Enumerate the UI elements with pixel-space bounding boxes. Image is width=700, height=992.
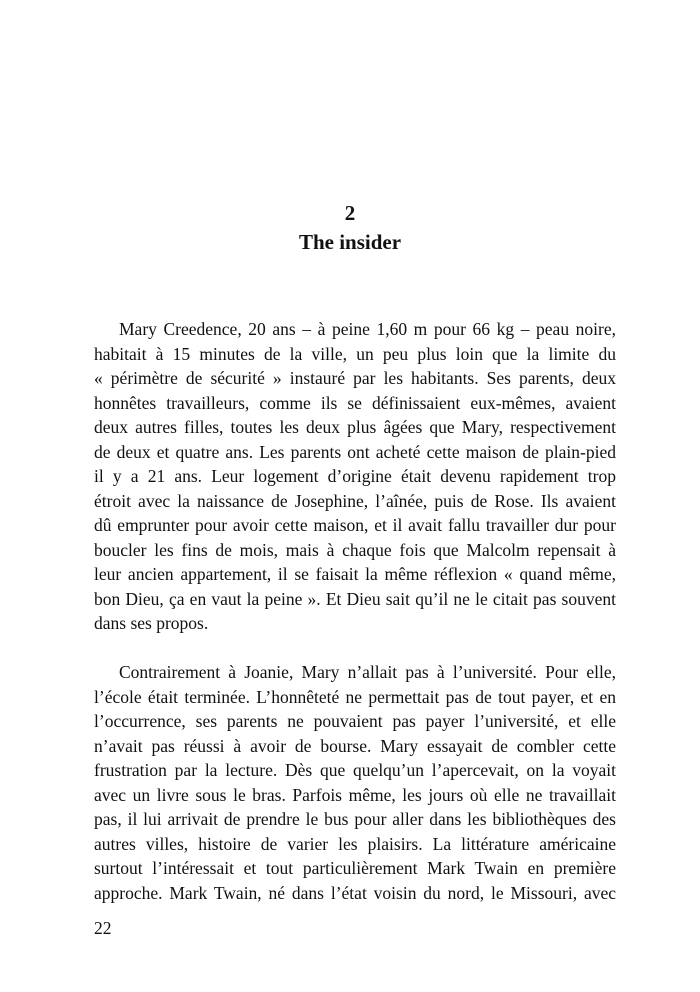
text-line: n’avait pas réussi à avoir de bourse. Mary essayait de combler cette — [94, 735, 616, 756]
text-line: deux autres filles, toutes les deux plus âgées que Mary, respectivement — [94, 417, 616, 437]
text-line: surtout l’intéressait et tout particulièrement Mark Twain en première — [94, 858, 616, 878]
text-line: frustration par la lecture. Dès que quelqu’un l’apercevait, on la voyait — [94, 760, 616, 780]
text-line: boucler les fins de mois, mais à chaque fois que Malcolm repensait à — [94, 539, 616, 560]
paragraph-2 — [94, 660, 616, 905]
text-line: dû emprunter pour avoir cette maison, et il avait fallu travailler dur pour — [94, 515, 616, 535]
text-line: l’occurrence, ses parents ne pouvaient pas payer l’université, et elle — [94, 711, 616, 731]
chapter-number: 2 — [344, 201, 356, 225]
text-line: avec un livre sous le bras. Parfois même, les jours où elle ne travaillait — [94, 784, 616, 805]
text-line: honnêtes travailleurs, comme ils se définissaient eux-mêmes, avaient — [94, 392, 616, 413]
chapter-title: The insider — [298, 230, 402, 254]
text-line: « périmètre de sécurité » instauré par les habitants. Ses parents, deux — [94, 368, 616, 388]
page-number: 22 — [94, 918, 112, 938]
text-line: l’école était terminée. L’honnêteté ne permettait pas de tout payer, et en — [94, 686, 616, 707]
text-line: dans ses propos. — [94, 613, 209, 633]
text-line: de deux et quatre ans. Les parents ont acheté cette maison de plain-pied — [94, 441, 616, 462]
text-line: bon Dieu, ça en vaut la peine ». Et Dieu sait qu’il ne le citait pas souvent — [94, 588, 616, 609]
text-line: leur ancien appartement, il se faisait la même réflexion « quand même, — [94, 564, 616, 584]
text-line: habitait à 15 minutes de la ville, un peu plus loin que la limite du — [94, 343, 616, 364]
text-line: autres villes, histoire de varier les plaisirs. La littérature américaine — [94, 833, 616, 854]
text-line: étroit avec la naissance de Josephine, l’aînée, puis de Rose. Ils avaient — [94, 490, 616, 511]
text-line: il y a 21 ans. Leur logement d’origine était devenu rapidement trop — [94, 466, 616, 486]
text-line: Contrairement à Joanie, Mary n’allait pas à l’université. Pour elle, — [119, 662, 616, 682]
text-line: approche. Mark Twain, né dans l’état voisin du nord, le Missouri, avec — [94, 882, 616, 903]
text-line: pas, il lui arrivait de prendre le bus pour aller dans les bibliothèques des — [94, 809, 616, 829]
paragraph-1 — [94, 317, 616, 636]
text-line: Mary Creedence, 20 ans – à peine 1,60 m pour 66 kg – peau noire, — [119, 319, 616, 339]
